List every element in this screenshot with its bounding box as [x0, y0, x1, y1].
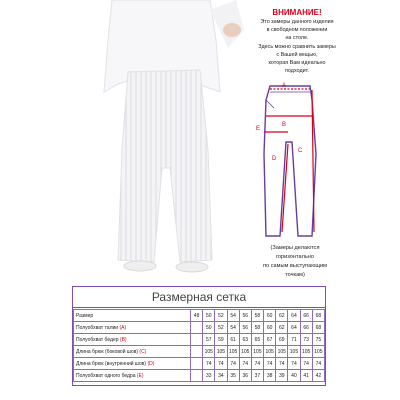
row-label	[74, 358, 191, 370]
row-code: (B)	[119, 336, 127, 343]
table-cell: 60	[264, 322, 276, 334]
size-header-cell: 50	[203, 310, 215, 322]
table-row	[74, 322, 325, 334]
size-header-cell: 54	[227, 310, 239, 322]
size-table-panel	[72, 286, 326, 386]
table-cell: 58	[251, 322, 263, 334]
size-header-cell: 48	[191, 310, 203, 322]
measurement-diagram	[252, 82, 324, 240]
table-cell: 39	[276, 370, 288, 382]
table-cell: 73	[300, 334, 312, 346]
table-cell: 105	[300, 346, 312, 358]
warning-line: которая Вам идеально	[268, 60, 326, 66]
table-cell: 105	[264, 346, 276, 358]
table-cell: 105	[276, 346, 288, 358]
marker-label-e: E	[256, 126, 261, 132]
measure-note-line: точкам)	[285, 272, 305, 278]
table-cell: 105	[239, 346, 251, 358]
size-header-cell: 62	[276, 310, 288, 322]
row-label-text: Полуобхват талии	[76, 324, 119, 331]
table-cell: 105	[215, 346, 227, 358]
table-cell: 74	[288, 358, 300, 370]
row-code: (A)	[119, 324, 127, 331]
table-cell: 105	[227, 346, 239, 358]
row-label-text: Полуобхват одного бедра	[76, 372, 136, 379]
table-cell: 74	[276, 358, 288, 370]
size-header-cell: 56	[239, 310, 251, 322]
measure-note-line: по самым выступающим	[263, 263, 327, 269]
table-cell: 35	[227, 370, 239, 382]
row-label-text: Длина брюк (боковой шов)	[76, 348, 139, 355]
measure-note-line: (Замеры делаются	[270, 245, 320, 251]
table-cell: 38	[264, 370, 276, 382]
table-cell: 67	[264, 334, 276, 346]
table-cell: 105	[288, 346, 300, 358]
table-row	[74, 346, 325, 358]
size-header-cell: 68	[312, 310, 324, 322]
size-header-label: Размер	[74, 310, 191, 322]
table-cell	[191, 334, 203, 346]
row-label	[74, 346, 191, 358]
table-cell: 69	[276, 334, 288, 346]
table-cell: 105	[203, 346, 215, 358]
table-row	[74, 358, 325, 370]
row-label	[74, 370, 191, 382]
table-cell: 74	[300, 358, 312, 370]
table-cell: 33	[203, 370, 215, 382]
table-cell: 105	[312, 346, 324, 358]
table-cell: 65	[251, 334, 263, 346]
size-header-cell: 66	[300, 310, 312, 322]
table-cell: 59	[215, 334, 227, 346]
table-cell: 74	[215, 358, 227, 370]
row-label-text: Полуобхват бедер	[76, 336, 119, 343]
table-row	[74, 334, 325, 346]
table-cell	[191, 358, 203, 370]
marker-label-d: D	[272, 156, 277, 162]
table-cell: 52	[215, 322, 227, 334]
table-cell: 74	[264, 358, 276, 370]
row-label	[74, 322, 191, 334]
table-cell: 74	[239, 358, 251, 370]
table-cell: 34	[215, 370, 227, 382]
size-table-title: Размерная сетка	[73, 287, 325, 308]
warning-title: ВНИМАНИЕ!	[272, 8, 322, 17]
table-cell: 36	[239, 370, 251, 382]
size-header-cell: 58	[251, 310, 263, 322]
table-cell: 54	[227, 322, 239, 334]
table-cell: 56	[239, 322, 251, 334]
size-table	[73, 309, 325, 382]
table-cell: 66	[300, 322, 312, 334]
table-cell	[191, 346, 203, 358]
marker-label-c: C	[298, 148, 303, 154]
size-header-row	[74, 310, 325, 322]
warning-line: Здесь можно сравнить замеры	[258, 44, 336, 50]
table-cell: 57	[203, 334, 215, 346]
table-cell: 64	[288, 322, 300, 334]
table-cell: 42	[312, 370, 324, 382]
table-cell	[191, 322, 203, 334]
marker-label-a: A	[282, 83, 287, 89]
table-cell	[191, 370, 203, 382]
size-header-cell: 60	[264, 310, 276, 322]
row-label-text: Длина брюк (внутренний шов)	[76, 360, 147, 367]
table-cell: 63	[239, 334, 251, 346]
marker-label-b: B	[282, 122, 287, 128]
table-cell: 41	[300, 370, 312, 382]
row-code: (E)	[136, 372, 144, 379]
table-row	[74, 370, 325, 382]
warning-line: Это замеры данного изделия	[260, 19, 334, 25]
warning-line: в свободном положении	[266, 27, 328, 33]
table-cell: 74	[251, 358, 263, 370]
table-cell: 105	[251, 346, 263, 358]
table-cell: 61	[227, 334, 239, 346]
product-photo	[60, 0, 250, 282]
table-cell: 68	[312, 322, 324, 334]
table-cell: 62	[276, 322, 288, 334]
size-header-cell: 52	[215, 310, 227, 322]
warning-line: подходит.	[285, 68, 309, 74]
row-code: (D)	[147, 360, 155, 367]
row-code: (C)	[139, 348, 147, 355]
warning-line: с Вашей вещью,	[276, 52, 318, 58]
table-cell: 37	[251, 370, 263, 382]
measure-note-line: горизонтально	[276, 254, 314, 260]
table-cell: 75	[312, 334, 324, 346]
table-cell: 74	[312, 358, 324, 370]
table-cell: 74	[203, 358, 215, 370]
table-cell: 40	[288, 370, 300, 382]
warning-line: на столе.	[285, 35, 309, 41]
table-cell: 71	[288, 334, 300, 346]
size-header-cell: 64	[288, 310, 300, 322]
table-cell: 50	[203, 322, 215, 334]
table-cell: 74	[227, 358, 239, 370]
row-label	[74, 334, 191, 346]
